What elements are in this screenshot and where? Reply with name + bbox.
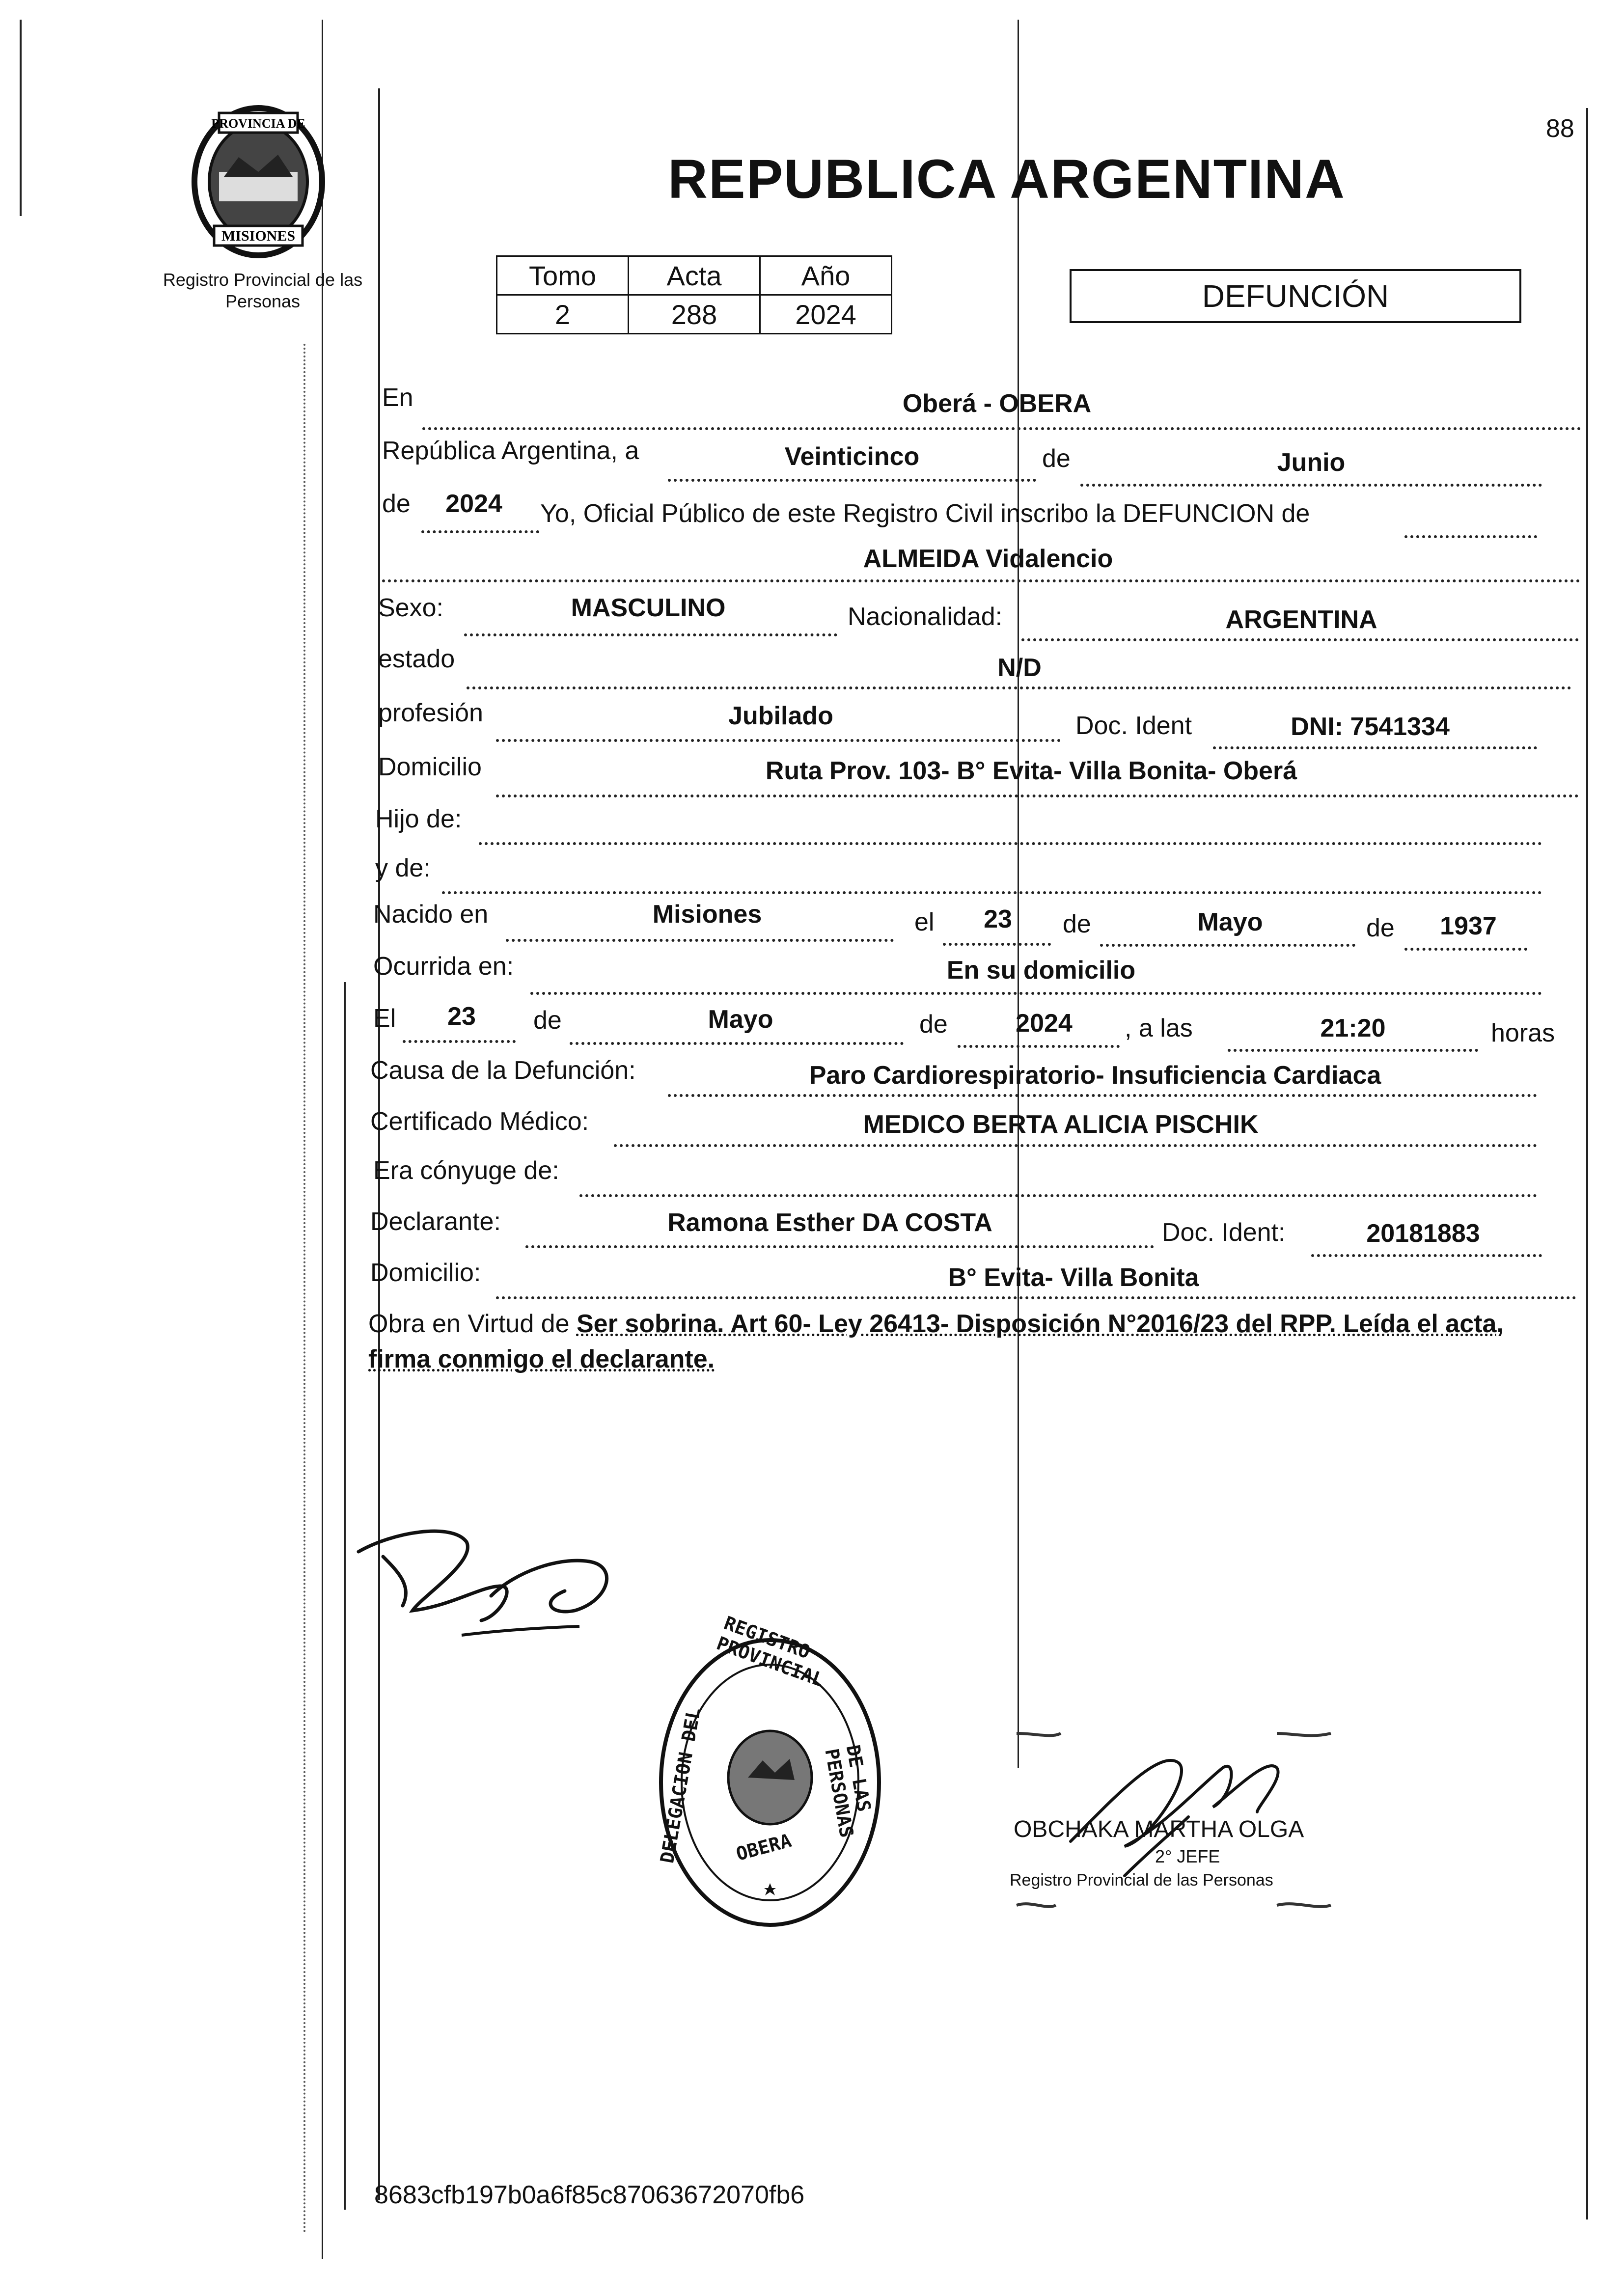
value-nac-dia: 23 <box>984 905 1012 933</box>
officer-role: 2° JEFE <box>1155 1846 1220 1866</box>
form-border-right <box>1586 108 1588 2219</box>
form-border-left <box>378 88 380 2200</box>
label-yo-text: Yo, Oficial Público de este Registro Civil inscribo la DEFUNCION de <box>540 499 1310 528</box>
field-line-domicilio-declarante <box>496 1296 1576 1299</box>
value-profesion: Jubilado <box>728 702 833 730</box>
value-domicilio: Ruta Prov. 103- B° Evita- Villa Bonita- Oberá <box>765 757 1297 785</box>
logo-top-text: PROVINCIA DE <box>211 116 305 131</box>
label-doc-ident: Doc. Ident <box>1075 712 1192 740</box>
seal-bottom-text: OBERA <box>734 1829 794 1865</box>
record-header-tomo: Tomo <box>497 256 629 295</box>
value-mes: Junio <box>1277 448 1346 477</box>
record-table-value-row <box>497 295 892 334</box>
value-domicilio-declarante: B° Evita- Villa Bonita <box>948 1263 1199 1292</box>
record-header-anio: Año <box>760 256 892 295</box>
value-nac-mes: Mayo <box>1197 908 1263 936</box>
field-line-hora <box>1228 1049 1478 1052</box>
label-causa: Causa de la Defunción: <box>370 1056 636 1085</box>
label-profesion: profesión <box>378 699 483 727</box>
field-line-hijo-de <box>479 842 1542 845</box>
value-nacido-en: Misiones <box>652 900 762 929</box>
label-el-nac: el <box>914 908 935 936</box>
label-certificado: Certificado Médico: <box>370 1107 589 1136</box>
label-de-anio: de <box>382 490 411 518</box>
field-line-dni <box>1213 746 1537 749</box>
label-de-mes: de <box>1042 444 1071 473</box>
page-number: 88 <box>1546 114 1574 143</box>
field-line-nacionalidad <box>1021 638 1579 641</box>
registry-name: Registro Provincial de las Personas <box>163 270 363 311</box>
value-dia: Veinticinco <box>784 442 920 471</box>
label-ocurrida-en: Ocurrida en: <box>373 952 514 981</box>
label-de-def-anio: de <box>919 1010 948 1039</box>
label-nacido-en: Nacido en <box>373 900 489 929</box>
label-y-de: y de: <box>375 854 431 882</box>
label-domicilio: Domicilio <box>378 753 482 781</box>
field-line-declarante <box>525 1245 1154 1248</box>
label-sexo: Sexo: <box>378 594 443 622</box>
seal-right-text: DE LAS PERSONAS <box>821 1743 875 1839</box>
value-def-dia: 23 <box>447 1002 476 1031</box>
field-line-nac-dia <box>943 943 1051 946</box>
field-line-declarante-doc <box>1311 1254 1542 1257</box>
label-a-las: , a las <box>1125 1014 1193 1042</box>
field-line-ocurrida-en <box>530 992 1542 995</box>
field-line-yo-tail <box>1404 535 1537 538</box>
legal-note-prefix: Obra en Virtud de <box>368 1310 570 1338</box>
field-line-conyuge <box>579 1194 1537 1197</box>
label-estado: estado <box>378 645 455 673</box>
value-nac-anio: 1937 <box>1440 912 1497 940</box>
label-de-def-mes: de <box>533 1006 562 1035</box>
declarant-signature <box>354 1512 629 1655</box>
field-line-def-anio <box>958 1045 1120 1048</box>
seal-top-text: REGISTRO PROVINCIAL <box>714 1612 827 1691</box>
record-table-header-row <box>497 256 892 295</box>
value-certificado: MEDICO BERTA ALICIA PISCHIK <box>863 1110 1259 1139</box>
field-line-y-de <box>442 891 1542 894</box>
label-conyuge: Era cónyuge de: <box>373 1156 559 1185</box>
field-line-domicilio <box>496 795 1579 797</box>
label-declarante: Declarante: <box>370 1207 501 1236</box>
field-line-def-dia <box>403 1040 516 1043</box>
label-hijo-de: Hijo de: <box>375 805 462 833</box>
field-line-def-mes <box>570 1042 904 1045</box>
registry-seal <box>652 1612 888 1935</box>
field-line-anio <box>421 530 539 533</box>
legal-note <box>368 1306 1567 1377</box>
value-lugar: Oberá - OBERA <box>902 389 1092 418</box>
value-nacionalidad: ARGENTINA <box>1225 605 1377 634</box>
margin-dash-line <box>303 344 305 2234</box>
label-el-def: El <box>373 1004 396 1033</box>
form-border-left-inner <box>344 982 346 2210</box>
record-type-box: DEFUNCIÓN <box>1070 269 1521 323</box>
field-line-nacido-en <box>506 939 894 942</box>
record-value-acta: 288 <box>629 295 760 334</box>
field-line-nac-mes <box>1100 944 1355 947</box>
seal-left-text: DELEGACION DEL <box>656 1706 705 1865</box>
value-def-mes: Mayo <box>708 1005 773 1034</box>
label-en: En <box>382 384 413 412</box>
officer-name: OBCHAKA MARTHA OLGA <box>1014 1816 1304 1842</box>
field-line-lugar <box>422 427 1581 430</box>
label-domicilio-declarante: Domicilio: <box>370 1259 481 1287</box>
record-table <box>496 255 892 334</box>
field-line-nombre <box>382 579 1580 582</box>
field-line-profesion <box>496 739 1061 742</box>
label-de-nac-mes: de <box>1063 910 1091 938</box>
value-sexo: MASCULINO <box>571 594 726 622</box>
field-line-sexo <box>464 633 837 636</box>
record-header-acta: Acta <box>629 256 760 295</box>
value-causa: Paro Cardiorespiratorio- Insuficiencia Cardiaca <box>809 1061 1381 1090</box>
value-nombre: ALMEIDA Vidalencio <box>863 545 1113 573</box>
officer-office: Registro Provincial de las Personas <box>1010 1871 1273 1890</box>
label-republica: República Argentina, a <box>382 437 639 465</box>
label-de-nac-anio: de <box>1366 914 1395 942</box>
logo-bottom-text: MISIONES <box>221 228 296 244</box>
binding-line <box>322 20 323 2259</box>
label-nacionalidad: Nacionalidad: <box>848 603 1003 631</box>
value-hora: 21:20 <box>1320 1014 1386 1042</box>
value-def-anio: 2024 <box>1016 1009 1073 1038</box>
field-line-certificado <box>614 1144 1537 1147</box>
left-edge-mark <box>20 20 22 216</box>
value-declarante: Ramona Esther DA COSTA <box>667 1208 992 1237</box>
record-value-anio: 2024 <box>760 295 892 334</box>
field-line-causa <box>668 1094 1537 1097</box>
value-dni: DNI: 7541334 <box>1291 712 1450 741</box>
field-line-dia <box>668 479 1036 482</box>
value-anio: 2024 <box>445 490 502 518</box>
record-value-tomo: 2 <box>497 295 629 334</box>
field-line-estado <box>467 686 1571 689</box>
value-estado: N/D <box>997 654 1042 682</box>
province-logo <box>185 103 332 260</box>
document-hash: 8683cfb197b0a6f85c87063672070fb6 <box>374 2181 805 2209</box>
legal-note-text: Ser sobrina. Art 60- Ley 26413- Disposición N°2016/23 del RPP. Leída el acta, firma conmigo el declarante. <box>368 1310 1504 1373</box>
field-line-nac-anio <box>1404 948 1527 951</box>
label-horas: horas <box>1491 1019 1555 1047</box>
value-ocurrida-en: En su domicilio <box>946 956 1136 985</box>
page-title: REPUBLICA ARGENTINA <box>668 148 1346 210</box>
label-doc-ident-declarante: Doc. Ident: <box>1162 1218 1286 1247</box>
value-declarante-doc: 20181883 <box>1366 1219 1480 1248</box>
field-line-mes <box>1080 484 1542 487</box>
